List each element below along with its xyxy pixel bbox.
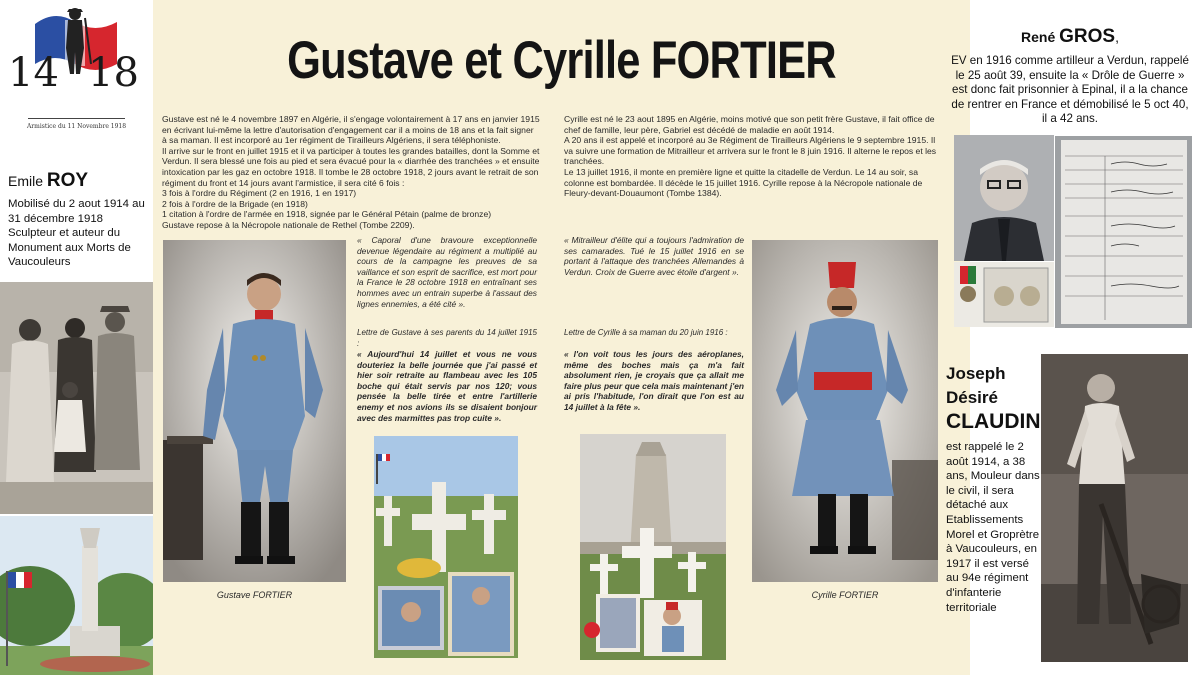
gustave-citation: « Caporal d'une bravoure exceptionnelle devenue légendaire au régiment a multiplié au cours de la campagne les preuves de sa vaillance et son esprit de sacrifice, est mort pour la France le 28 octobre 1918 en entraînant ses hommes avec un entrain superbe à l'assaut des lignes ennemies, a été cité ». xyxy=(357,235,537,309)
claudin-last-name: CLAUDIN xyxy=(946,410,1041,433)
roy-bio: Mobilisé du 2 aout 1914 au 31 décembre 1918 Sculpteur et auteur du Monument aux Morts de Vaucouleurs xyxy=(8,198,145,269)
gustave-bio-paragraph: 2 fois à l'ordre de la Brigade (en 1918) xyxy=(162,198,308,209)
cyrille-bio xyxy=(564,114,940,199)
gustave-caption: Gustave FORTIER xyxy=(216,590,293,600)
logo-caption: Armistice du 11 Novembre 1918 xyxy=(26,123,127,130)
gustave-bio-paragraph: 1 citation à l'ordre de l'armée en 1918, signée par le Général Pétain (palme de bronze) xyxy=(162,209,492,220)
claudin-middle-name: Désiré xyxy=(946,388,998,407)
gros-portrait xyxy=(954,135,1054,261)
gustave-bio-paragraph: Il arrive sur le front en juillet 1915 et il va participer à toutes les grandes batailles, dont la Somme et Verdun. Il sera blessé une fois au pied et sera évacué pour la « diarrhée des tranchées » et ensuite intoxication par les gaz en octobre 1918. Il tombe le 28 octobre 1918, 2 jours avant le retrait de son régiment du front et 14 jours avant l'armistice, il sera cité 6 fois : xyxy=(162,145,540,188)
gustave-bio xyxy=(162,114,540,231)
cyrille-bio-paragraph: Le 13 juillet 1916, il monte en première ligne et quitte la citadelle de Verdun. Le 14 au soir, sa colonne est bombardée. Il décède le 15 juillet 1916. Cyrille repose à la Nécropole nationale de Fleury-devant-Douaumont (Tombe 1384). xyxy=(564,166,923,199)
claudin-name xyxy=(946,362,1041,434)
cyrille-caption: Cyrille FORTIER xyxy=(811,590,879,600)
cyrille-citation: « Mitrailleur d'élite qui a toujours l'admiration de ses camarades. Tué le 15 juillet 1916 en se portant à l'attaque des tranchées Allemandes à Verdun. Croix de Guerre avec étoile d'argent ». xyxy=(564,235,744,277)
page-title: Gustave et Cyrille FORTIER xyxy=(287,31,836,90)
gros-medal-photo xyxy=(954,262,1054,327)
gustave-letter-intro: Lettre de Gustave à ses parents du 14 juillet 1915 : xyxy=(357,328,537,348)
french-flag-icon xyxy=(8,572,32,588)
gros-name-suffix: , xyxy=(1115,29,1119,45)
claudin-first-name: Joseph xyxy=(946,364,1006,383)
logo-year-start: 14 xyxy=(8,50,59,96)
roy-last-name: ROY xyxy=(46,170,89,191)
gros-bio: EV en 1916 comme artilleur a Verdun, rappelé le 25 août 39, ensuite la « Drôle de Guerre » est donc fait prisonnier à Epinal, il a la chance de rentrer en France et démobilisé le 5 oct 40, il a 42 ans. xyxy=(951,54,1189,126)
gustave-bio-paragraph: Gustave est né le 4 novembre 1897 en Algérie, il s'engage volontairement à 17 ans en janvier 1915 en écrivant lui-même la lettre d'autorisation d'engagement car il a moins de 18 ans et la fait signer à sa maman. Il est incorporé au 1er régiment de Tirailleurs Algériens, il sera téléphoniste. xyxy=(162,114,540,146)
claudin-bio: est rappelé le 2 août 1914, a 38 ans, Mouleur dans le civil, il sera détaché aux Etablissements Morel et Groprètre à Vaucouleurs, en 1917 il est versé au 94e régiment d'infanterie territoriale xyxy=(946,441,1040,614)
cyrille-letter: « l'on voit tous les jours des aéroplanes, même des boches mais ça m'a fait absolument rien, je croyais que ça allait me faire plus peur que cela mais maintenant j'en ai pris l'habitude, l'on dirait que l'on est au 14 juillet à la fête ». xyxy=(564,349,744,412)
gros-first-name: René xyxy=(1021,29,1056,45)
gustave-bio-paragraph: 3 fois à l'ordre du Régiment (2 en 1916, 1 en 1917) xyxy=(162,188,357,199)
cyrille-portrait xyxy=(752,240,938,582)
monument-photo xyxy=(0,516,153,675)
cyrille-letter-intro: Lettre de Cyrille à sa maman du 20 juin 1916 : xyxy=(564,328,728,337)
gustave-letter: « Aujourd'hui 14 juillet et vous ne vous douteriez la belle journée que j'ai passé et hier soir retraite au flambeau avec les 105 boche qui était servis par nos 120; vous pensée la belle tirée et entre l'artillerie enemy et nos avions ils se disaient bonjour avec des marmittes pas trop cuite ». xyxy=(357,349,537,423)
gustave-bio-paragraph: Gustave repose à la Nécropole nationale de Rethel (Tombe 2209). xyxy=(162,219,415,230)
cyrille-bio-paragraph: Cyrille est né le 23 aout 1895 en Algérie, moins motivé que son petit frère Gustave, il fait office de chef de famille, leur père, Gabriel est décédé de maladie en août 1914. xyxy=(564,114,935,135)
roy-first-name: Emile xyxy=(8,173,44,189)
roy-name xyxy=(8,170,88,192)
logo-year-end: 18 xyxy=(88,50,139,96)
logo-1418 xyxy=(0,0,153,140)
gros-last-name: GROS xyxy=(1059,26,1116,47)
gustave-portrait xyxy=(163,240,346,582)
claudin-photo xyxy=(1041,354,1188,662)
gustave-grave-photo xyxy=(374,436,518,658)
gros-military-record xyxy=(1055,136,1192,328)
cyrille-grave-photo xyxy=(580,434,726,660)
gros-name xyxy=(950,26,1190,48)
cyrille-bio-paragraph: A 20 ans il est appelé et incorporé au 3e Régiment de Tirailleurs Algériens le 9 septembre 1915. Il va suivre une formation de Mitrailleur et arrivera sur le front le 8 juin 1916. Il alterne le repos et les tranchées. xyxy=(564,135,937,167)
logo-divider xyxy=(28,118,125,119)
roy-family-photo xyxy=(0,282,153,514)
